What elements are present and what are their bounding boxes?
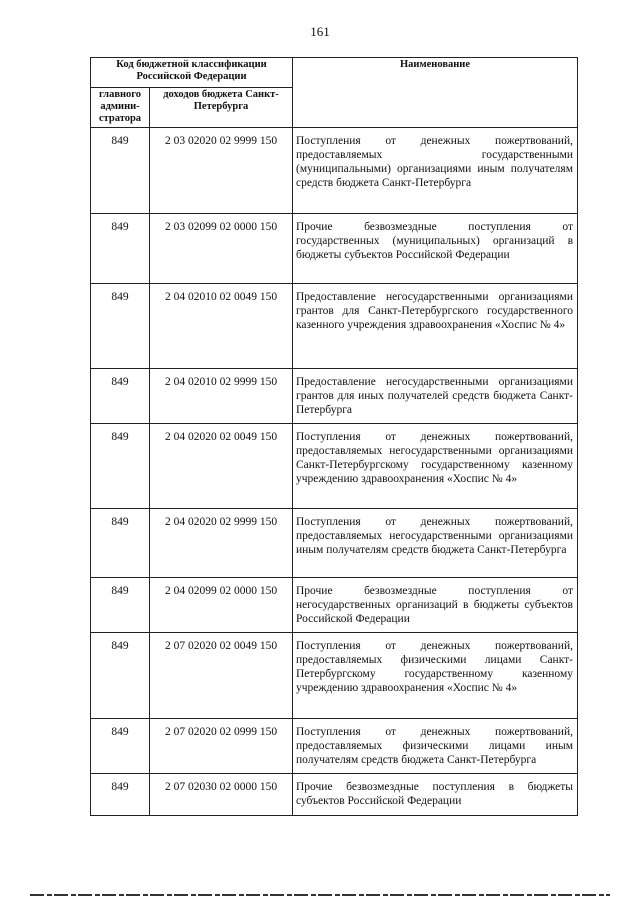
income-code: 2 07 02020 02 0049 150: [150, 633, 293, 719]
income-code: 2 04 02010 02 9999 150: [150, 369, 293, 424]
income-code: 2 04 02020 02 9999 150: [150, 509, 293, 578]
income-name: Поступления от денежных пожертвований, предоставляемых негосударственными организациями иным получателям средств бюджета Санкт-Петербурга: [293, 509, 578, 578]
table-row: [91, 509, 578, 578]
admin-code: 849: [91, 633, 150, 719]
income-name: Предоставление негосударственными организациями грантов для иных получателей средств бюджета Санкт-Петербурга: [293, 369, 578, 424]
admin-code: 849: [91, 214, 150, 284]
income-code: 2 04 02020 02 0049 150: [150, 424, 293, 509]
income-code: 2 03 02099 02 0000 150: [150, 214, 293, 284]
header-code: доходов бюджета Санкт-Петербурга: [150, 88, 293, 128]
admin-code: 849: [91, 774, 150, 816]
income-name: Поступления от денежных пожертвований, предоставляемых физическими лицами Санкт-Петербургскому государственному казенному учреждению здравоохранения «Хоспис № 4»: [293, 633, 578, 719]
admin-code: 849: [91, 424, 150, 509]
table-row: [91, 774, 578, 816]
budget-classification-table: [90, 57, 578, 816]
table-row: [91, 578, 578, 633]
header-admin: главного админи-стратора: [91, 88, 150, 128]
table-row: [91, 284, 578, 369]
income-code: 2 04 02010 02 0049 150: [150, 284, 293, 369]
table-row: [91, 128, 578, 214]
admin-code: 849: [91, 128, 150, 214]
admin-code: 849: [91, 578, 150, 633]
header-classification-code: Код бюджетной классификации Российской Федерации: [91, 58, 293, 88]
income-code: 2 07 02020 02 0999 150: [150, 719, 293, 774]
admin-code: 849: [91, 369, 150, 424]
table-row: [91, 214, 578, 284]
table-row: [91, 424, 578, 509]
income-name: Предоставление негосударственными организациями грантов для Санкт-Петербургского государственного казенного учреждения здравоохранения «Хоспис № 4»: [293, 284, 578, 369]
income-name: Поступления от денежных пожертвований, предоставляемых государственными (муниципальными) организациями иным получателям средств бюджета Санкт-Петербурга: [293, 128, 578, 214]
table-row: [91, 633, 578, 719]
income-name: Поступления от денежных пожертвований, предоставляемых физическими лицами иным получателям средств бюджета Санкт-Петербурга: [293, 719, 578, 774]
income-name: Прочие безвозмездные поступления от негосударственных организаций в бюджеты субъектов Российской Федерации: [293, 578, 578, 633]
income-code: 2 07 02030 02 0000 150: [150, 774, 293, 816]
admin-code: 849: [91, 719, 150, 774]
income-name: Прочие безвозмездные поступления от государственных (муниципальных) организаций в бюджеты субъектов Российской Федерации: [293, 214, 578, 284]
scan-edge-line: [30, 894, 610, 896]
page-number: 161: [310, 24, 330, 39]
table-row: [91, 369, 578, 424]
income-name: Поступления от денежных пожертвований, предоставляемых негосударственными организациями Санкт-Петербургскому государственному казенному учреждению здравоохранения «Хоспис № 4»: [293, 424, 578, 509]
header-name: Наименование: [293, 58, 578, 128]
admin-code: 849: [91, 284, 150, 369]
income-code: 2 03 02020 02 9999 150: [150, 128, 293, 214]
income-name: Прочие безвозмездные поступления в бюджеты субъектов Российской Федерации: [293, 774, 578, 816]
admin-code: 849: [91, 509, 150, 578]
table-row: [91, 719, 578, 774]
income-code: 2 04 02099 02 0000 150: [150, 578, 293, 633]
